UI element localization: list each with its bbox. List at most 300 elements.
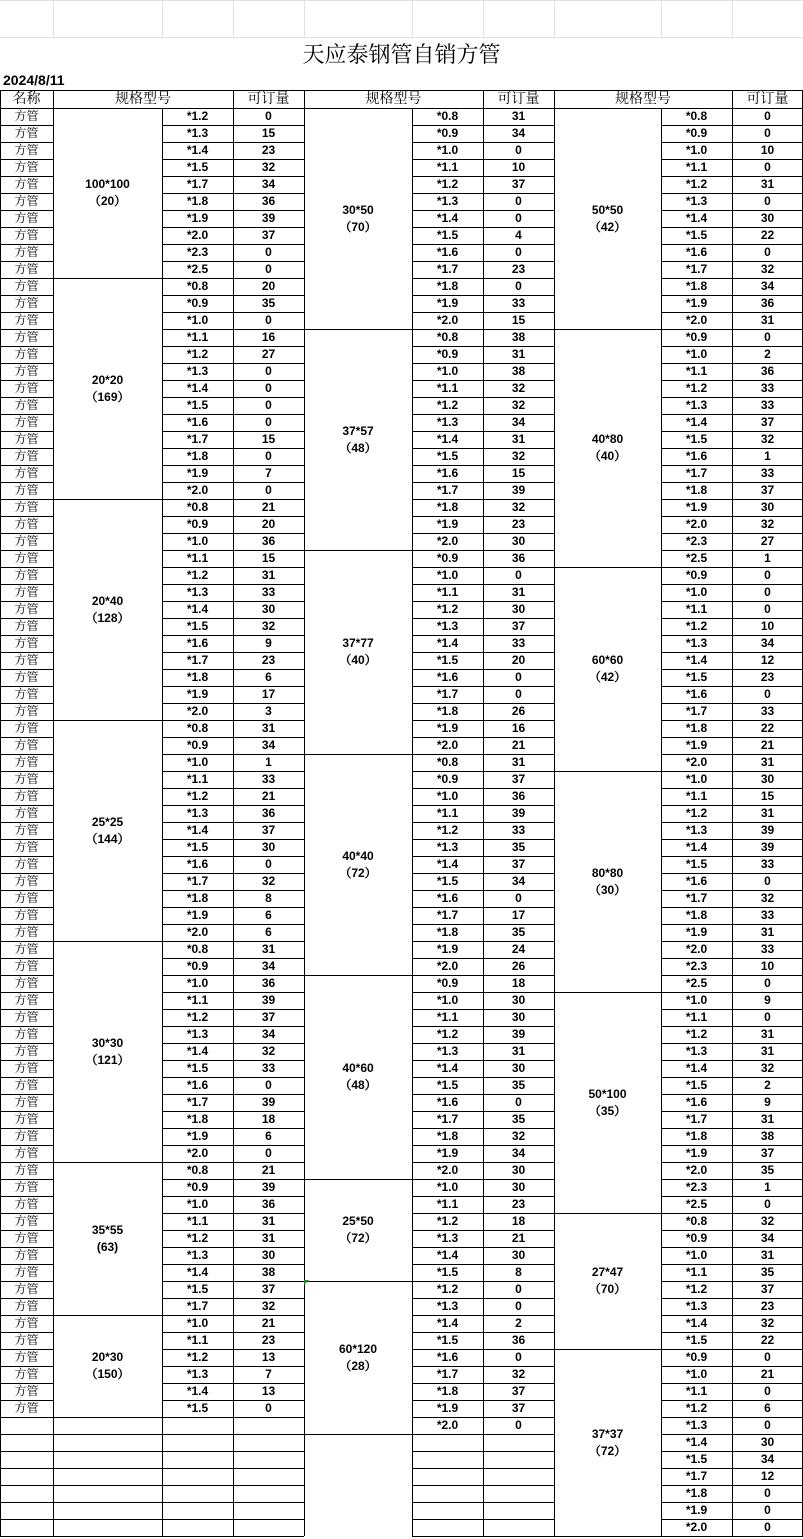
thickness-cell: *1.2 <box>685 806 708 820</box>
thickness-cell: *1.5 <box>436 1333 459 1347</box>
spec-group-cell <box>554 1213 661 1349</box>
thickness-cell: *1.9 <box>186 466 209 480</box>
quantity-cell: 0 <box>265 398 272 412</box>
product-name-cell: 方管 <box>14 1367 39 1381</box>
quantity-cell: 0 <box>764 687 771 701</box>
quantity-cell: 37 <box>261 1282 276 1296</box>
product-name-cell: 方管 <box>14 1010 39 1024</box>
quantity-cell: 34 <box>760 1452 775 1466</box>
thickness-cell: *1.5 <box>436 1265 459 1279</box>
thickness-cell: *1.3 <box>186 806 209 820</box>
spec-count: （30） <box>588 882 627 897</box>
quantity-cell: 0 <box>764 1418 771 1432</box>
spec-size: 50*50 <box>591 202 624 217</box>
thickness-cell: *1.2 <box>186 789 209 803</box>
thickness-cell: *1.1 <box>685 364 708 378</box>
quantity-cell: 0 <box>265 1146 272 1160</box>
border-h <box>53 1434 162 1435</box>
thickness-cell: *1.9 <box>186 687 209 701</box>
quantity-cell: 22 <box>760 228 775 242</box>
border-v <box>0 108 1 1536</box>
sheet-title: 天应泰钢管自销方管 <box>302 42 501 68</box>
border-h <box>0 1417 53 1418</box>
border-h <box>162 1434 304 1435</box>
quantity-cell: 33 <box>511 823 526 837</box>
quantity-cell: 32 <box>511 500 526 514</box>
quantity-cell: 37 <box>511 857 526 871</box>
quantity-cell: 0 <box>764 585 771 599</box>
thickness-cell: *1.3 <box>685 823 708 837</box>
quantity-cell: 34 <box>760 636 775 650</box>
quantity-cell: 33 <box>760 398 775 412</box>
border-h <box>304 1434 412 1435</box>
thickness-cell: *1.7 <box>685 891 708 905</box>
product-name-cell: 方管 <box>14 1333 39 1347</box>
thickness-cell: *1.2 <box>685 1282 708 1296</box>
quantity-cell: 8 <box>265 891 272 905</box>
thickness-cell: *1.7 <box>685 1469 708 1483</box>
thickness-cell: *1.0 <box>186 755 209 769</box>
quantity-cell: 13 <box>261 1350 276 1364</box>
quantity-cell: 18 <box>261 1112 276 1126</box>
product-name-cell: 方管 <box>14 347 39 361</box>
quantity-cell: 32 <box>511 381 526 395</box>
quantity-cell: 0 <box>265 313 272 327</box>
quantity-cell: 33 <box>760 908 775 922</box>
thickness-cell: *1.7 <box>436 1112 459 1126</box>
quantity-cell: 31 <box>511 347 526 361</box>
quantity-cell: 0 <box>515 670 522 684</box>
product-name-cell: 方管 <box>14 1146 39 1160</box>
product-name-cell: 方管 <box>14 1180 39 1194</box>
thickness-cell: *1.1 <box>685 789 708 803</box>
thickness-cell: *1.7 <box>436 687 459 701</box>
quantity-cell: 36 <box>511 789 526 803</box>
quantity-cell: 0 <box>515 1095 522 1109</box>
quantity-cell: 30 <box>511 602 526 616</box>
quantity-cell: 0 <box>764 602 771 616</box>
thickness-cell: *1.1 <box>436 381 459 395</box>
product-name-cell: 方管 <box>14 823 39 837</box>
gridline-v <box>233 0 234 37</box>
thickness-cell: *1.4 <box>436 1316 459 1330</box>
quantity-cell: 35 <box>261 296 276 310</box>
spec-size: 40*80 <box>591 432 624 446</box>
quantity-cell: 0 <box>764 109 771 123</box>
border-h <box>0 1502 53 1503</box>
quantity-cell: 20 <box>261 279 276 293</box>
thickness-cell: *1.8 <box>436 1129 459 1143</box>
quantity-cell: 37 <box>261 1010 276 1024</box>
thickness-cell: *1.3 <box>186 126 209 140</box>
quantity-cell: 38 <box>511 364 526 378</box>
quantity-cell: 26 <box>511 704 526 718</box>
thickness-cell: *1.0 <box>685 993 708 1007</box>
quantity-cell: 9 <box>265 636 272 650</box>
thickness-cell: *2.3 <box>685 534 708 548</box>
spec-size: 25*25 <box>91 814 124 829</box>
product-name-cell: 方管 <box>14 993 39 1007</box>
spec-size: 25*50 <box>342 1214 374 1228</box>
thickness-cell: *1.2 <box>186 568 209 582</box>
border-h <box>412 1451 554 1452</box>
thickness-cell: *1.8 <box>685 1486 708 1500</box>
quantity-cell: 37 <box>760 1282 775 1296</box>
spec-count: （128） <box>85 610 130 625</box>
product-name-cell: 方管 <box>14 1197 39 1211</box>
thickness-cell: *1.9 <box>436 296 459 310</box>
quantity-cell: 9 <box>764 993 771 1007</box>
quantity-cell: 34 <box>760 1231 775 1245</box>
spec-size: 80*80 <box>591 865 624 880</box>
thickness-cell: *1.8 <box>436 279 459 293</box>
quantity-cell: 0 <box>764 160 771 174</box>
thickness-cell: *0.8 <box>436 755 459 769</box>
quantity-cell: 10 <box>760 959 775 973</box>
quantity-cell: 31 <box>760 1112 775 1126</box>
thickness-cell: *1.0 <box>186 1316 209 1330</box>
spec-group-cell <box>304 754 412 975</box>
thickness-cell: *1.4 <box>186 143 209 157</box>
product-name-cell: 方管 <box>14 1112 39 1126</box>
quantity-cell: 2 <box>764 347 771 361</box>
spec-size: 20*40 <box>91 593 124 608</box>
quantity-cell: 8 <box>515 1265 522 1279</box>
quantity-cell: 33 <box>261 585 276 599</box>
quantity-cell: 36 <box>261 194 276 208</box>
gridline-v <box>53 0 54 37</box>
quantity-cell: 32 <box>760 1316 775 1330</box>
thickness-cell: *1.9 <box>186 1129 209 1143</box>
quantity-cell: 30 <box>511 534 526 548</box>
thickness-cell: *1.4 <box>436 211 459 225</box>
thickness-cell: *1.5 <box>436 653 459 667</box>
quantity-cell: 30 <box>760 772 775 786</box>
spec-group-cell <box>53 720 162 941</box>
product-name-cell: 方管 <box>14 857 39 871</box>
thickness-cell: *1.4 <box>186 1384 209 1398</box>
thickness-cell: *1.0 <box>685 585 708 599</box>
quantity-cell: 18 <box>511 976 526 990</box>
product-name-cell: 方管 <box>14 1401 39 1415</box>
spec-count: （40） <box>339 653 377 667</box>
thickness-cell: *1.6 <box>186 1078 209 1092</box>
thickness-cell: *0.8 <box>186 279 209 293</box>
thickness-cell: *1.5 <box>436 228 459 242</box>
thickness-cell: *1.5 <box>436 874 459 888</box>
quantity-cell: 10 <box>760 143 775 157</box>
border-h <box>412 1536 554 1537</box>
border-h <box>0 1485 53 1486</box>
quantity-cell: 31 <box>760 1248 775 1262</box>
thickness-cell: *0.9 <box>685 1231 708 1245</box>
thickness-cell: *1.0 <box>186 976 209 990</box>
spec-count: （28） <box>339 1358 377 1373</box>
quantity-cell: 30 <box>511 1248 526 1262</box>
quantity-cell: 37 <box>511 1384 526 1398</box>
quantity-cell: 6 <box>265 925 272 939</box>
product-name-cell: 方管 <box>14 704 39 718</box>
thickness-cell: *1.7 <box>186 177 209 191</box>
thickness-cell: *1.4 <box>436 857 459 871</box>
product-name-cell: 方管 <box>14 1265 39 1279</box>
spec-count: (63) <box>96 1239 119 1254</box>
thickness-cell: *1.8 <box>186 449 209 463</box>
thickness-cell: *1.3 <box>685 636 708 650</box>
thickness-cell: *1.7 <box>436 262 459 276</box>
quantity-cell: 18 <box>511 1214 526 1228</box>
thickness-cell: *1.6 <box>436 1095 459 1109</box>
thickness-cell: *1.8 <box>186 194 209 208</box>
quantity-cell: 0 <box>265 109 272 123</box>
quantity-cell: 35 <box>511 840 526 854</box>
quantity-cell: 34 <box>261 177 276 191</box>
spec-count: （70） <box>588 1282 627 1296</box>
thickness-cell: *1.1 <box>186 330 209 344</box>
thickness-cell: *1.7 <box>436 1367 459 1381</box>
quantity-cell: 0 <box>265 1078 272 1092</box>
thickness-cell: *1.3 <box>436 1044 459 1058</box>
thickness-cell: *2.0 <box>186 1146 209 1160</box>
product-name-cell: 方管 <box>14 262 39 276</box>
quantity-cell: 0 <box>764 126 771 140</box>
thickness-cell: *0.8 <box>186 1163 209 1177</box>
quantity-cell: 15 <box>261 551 276 565</box>
quantity-cell: 36 <box>261 1197 276 1211</box>
border-h <box>412 1468 554 1469</box>
thickness-cell: *1.4 <box>685 653 708 667</box>
thickness-cell: *1.9 <box>186 908 209 922</box>
product-name-cell: 方管 <box>14 976 39 990</box>
thickness-cell: *1.4 <box>186 381 209 395</box>
thickness-cell: *1.5 <box>186 398 209 412</box>
border-v <box>732 90 733 108</box>
thickness-cell: *0.9 <box>186 1180 209 1194</box>
spec-group-cell <box>53 941 162 1162</box>
quantity-cell: 30 <box>511 1061 526 1075</box>
product-name-cell: 方管 <box>14 942 39 956</box>
quantity-cell: 23 <box>511 1197 526 1211</box>
quantity-cell: 31 <box>760 1027 775 1041</box>
border-h <box>162 1417 304 1418</box>
quantity-cell: 30 <box>511 993 526 1007</box>
quantity-cell: 35 <box>511 925 526 939</box>
thickness-cell: *1.4 <box>685 1061 708 1075</box>
thickness-cell: *1.8 <box>685 279 708 293</box>
thickness-cell: *1.3 <box>186 585 209 599</box>
quantity-cell: 3 <box>265 704 272 718</box>
thickness-cell: *2.5 <box>186 262 209 276</box>
quantity-cell: 0 <box>764 1384 771 1398</box>
quantity-cell: 37 <box>760 415 775 429</box>
quantity-cell: 32 <box>760 432 775 446</box>
cell-comment-marker <box>304 1280 309 1285</box>
thickness-cell: *1.1 <box>685 1384 708 1398</box>
quantity-cell: 23 <box>511 262 526 276</box>
thickness-cell: *1.3 <box>436 619 459 633</box>
quantity-cell: 31 <box>261 721 276 735</box>
thickness-cell: *2.0 <box>186 483 209 497</box>
product-name-cell: 方管 <box>14 908 39 922</box>
thickness-cell: *1.1 <box>436 1197 459 1211</box>
spec-group-cell <box>554 1349 661 1536</box>
product-name-cell: 方管 <box>14 1163 39 1177</box>
product-name-cell: 方管 <box>14 415 39 429</box>
quantity-cell: 32 <box>511 1367 526 1381</box>
thickness-cell: *1.9 <box>685 500 708 514</box>
spec-count: （150） <box>85 1367 130 1381</box>
spec-count: （42） <box>588 219 627 234</box>
thickness-cell: *1.6 <box>685 1095 708 1109</box>
header-qty: 可订量 <box>497 90 540 107</box>
quantity-cell: 0 <box>515 1350 522 1364</box>
thickness-cell: *1.6 <box>685 245 708 259</box>
spec-group-cell <box>53 1162 162 1315</box>
quantity-cell: 0 <box>764 1503 771 1517</box>
spec-size: 37*77 <box>342 636 374 650</box>
thickness-cell: *1.9 <box>436 1146 459 1160</box>
quantity-cell: 23 <box>261 653 276 667</box>
quantity-cell: 33 <box>511 636 526 650</box>
quantity-cell: 37 <box>760 1146 775 1160</box>
border-h <box>162 1502 304 1503</box>
thickness-cell: *2.5 <box>685 1197 708 1211</box>
product-name-cell: 方管 <box>14 585 39 599</box>
quantity-cell: 4 <box>515 228 522 242</box>
quantity-cell: 34 <box>511 874 526 888</box>
thickness-cell: *1.3 <box>436 194 459 208</box>
thickness-cell: *1.2 <box>685 381 708 395</box>
thickness-cell: *1.5 <box>186 840 209 854</box>
thickness-cell: *1.1 <box>436 1010 459 1024</box>
thickness-cell: *1.2 <box>436 177 459 191</box>
quantity-cell: 0 <box>515 143 522 157</box>
thickness-cell: *1.8 <box>685 908 708 922</box>
thickness-cell: *2.0 <box>685 517 708 531</box>
thickness-cell: *1.1 <box>186 993 209 1007</box>
quantity-cell: 12 <box>760 653 775 667</box>
quantity-cell: 6 <box>265 908 272 922</box>
quantity-cell: 0 <box>265 857 272 871</box>
quantity-cell: 39 <box>261 993 276 1007</box>
thickness-cell: *1.2 <box>436 1214 459 1228</box>
quantity-cell: 31 <box>261 1231 276 1245</box>
spec-group-cell <box>554 108 661 329</box>
gridline-v <box>412 0 413 37</box>
product-name-cell: 方管 <box>14 721 39 735</box>
border-h <box>53 1502 162 1503</box>
thickness-cell: *2.3 <box>685 1180 708 1194</box>
thickness-cell: *1.0 <box>436 568 459 582</box>
quantity-cell: 23 <box>261 1333 276 1347</box>
thickness-cell: *1.2 <box>186 1350 209 1364</box>
quantity-cell: 0 <box>764 1520 771 1534</box>
header-spec: 规格型号 <box>115 90 171 107</box>
quantity-cell: 7 <box>265 1367 272 1381</box>
quantity-cell: 34 <box>511 415 526 429</box>
spec-group-cell <box>53 1315 162 1417</box>
quantity-cell: 37 <box>511 772 526 786</box>
thickness-cell: *1.3 <box>436 1231 459 1245</box>
product-name-cell: 方管 <box>14 959 39 973</box>
quantity-cell: 21 <box>511 738 526 752</box>
quantity-cell: 10 <box>511 160 526 174</box>
quantity-cell: 39 <box>261 1180 276 1194</box>
thickness-cell: *1.7 <box>186 653 209 667</box>
border-h <box>0 1451 53 1452</box>
quantity-cell: 15 <box>760 789 775 803</box>
thickness-cell: *1.7 <box>685 466 708 480</box>
thickness-cell: *1.9 <box>436 517 459 531</box>
product-name-cell: 方管 <box>14 755 39 769</box>
thickness-cell: *0.9 <box>436 772 459 786</box>
quantity-cell: 31 <box>511 432 526 446</box>
product-name-cell: 方管 <box>14 177 39 191</box>
quantity-cell: 32 <box>261 160 276 174</box>
thickness-cell: *1.0 <box>685 772 708 786</box>
quantity-cell: 22 <box>760 721 775 735</box>
quantity-cell: 34 <box>511 1146 526 1160</box>
border-h <box>53 1536 162 1537</box>
quantity-cell: 0 <box>515 568 522 582</box>
thickness-cell: *1.9 <box>186 211 209 225</box>
thickness-cell: *1.0 <box>436 789 459 803</box>
gridline-h <box>0 37 803 38</box>
thickness-cell: *1.2 <box>436 823 459 837</box>
quantity-cell: 33 <box>760 466 775 480</box>
quantity-cell: 0 <box>515 194 522 208</box>
thickness-cell: *1.1 <box>685 602 708 616</box>
thickness-cell: *1.3 <box>436 840 459 854</box>
quantity-cell: 30 <box>760 1435 775 1449</box>
thickness-cell: *1.1 <box>186 551 209 565</box>
spec-group-cell <box>554 329 661 567</box>
thickness-cell: *1.3 <box>685 398 708 412</box>
quantity-cell: 31 <box>261 942 276 956</box>
thickness-cell: *0.9 <box>685 330 708 344</box>
quantity-cell: 0 <box>265 245 272 259</box>
border-h <box>0 1468 53 1469</box>
thickness-cell: *1.8 <box>685 483 708 497</box>
product-name-cell: 方管 <box>14 228 39 242</box>
quantity-cell: 0 <box>764 1010 771 1024</box>
spec-count: （20） <box>88 194 127 208</box>
thickness-cell: *1.4 <box>436 1248 459 1262</box>
thickness-cell: *1.9 <box>685 296 708 310</box>
product-name-cell: 方管 <box>14 806 39 820</box>
quantity-cell: 33 <box>261 1061 276 1075</box>
spec-size: 60*120 <box>338 1341 378 1356</box>
thickness-cell: *1.5 <box>186 1061 209 1075</box>
thickness-cell: *1.4 <box>436 636 459 650</box>
spec-count: （70） <box>339 219 377 234</box>
quantity-cell: 0 <box>515 1282 522 1296</box>
gridline-h <box>0 0 803 1</box>
quantity-cell: 31 <box>760 313 775 327</box>
spec-count: （144） <box>85 831 130 846</box>
border-h <box>162 1468 304 1469</box>
spec-group-cell <box>53 108 162 278</box>
thickness-cell: *0.8 <box>685 1214 708 1228</box>
quantity-cell: 22 <box>760 1333 775 1347</box>
product-name-cell: 方管 <box>14 772 39 786</box>
quantity-cell: 0 <box>764 976 771 990</box>
thickness-cell: *2.0 <box>186 925 209 939</box>
thickness-cell: *0.9 <box>186 738 209 752</box>
quantity-cell: 32 <box>261 1044 276 1058</box>
quantity-cell: 34 <box>261 738 276 752</box>
quantity-cell: 0 <box>515 1299 522 1313</box>
